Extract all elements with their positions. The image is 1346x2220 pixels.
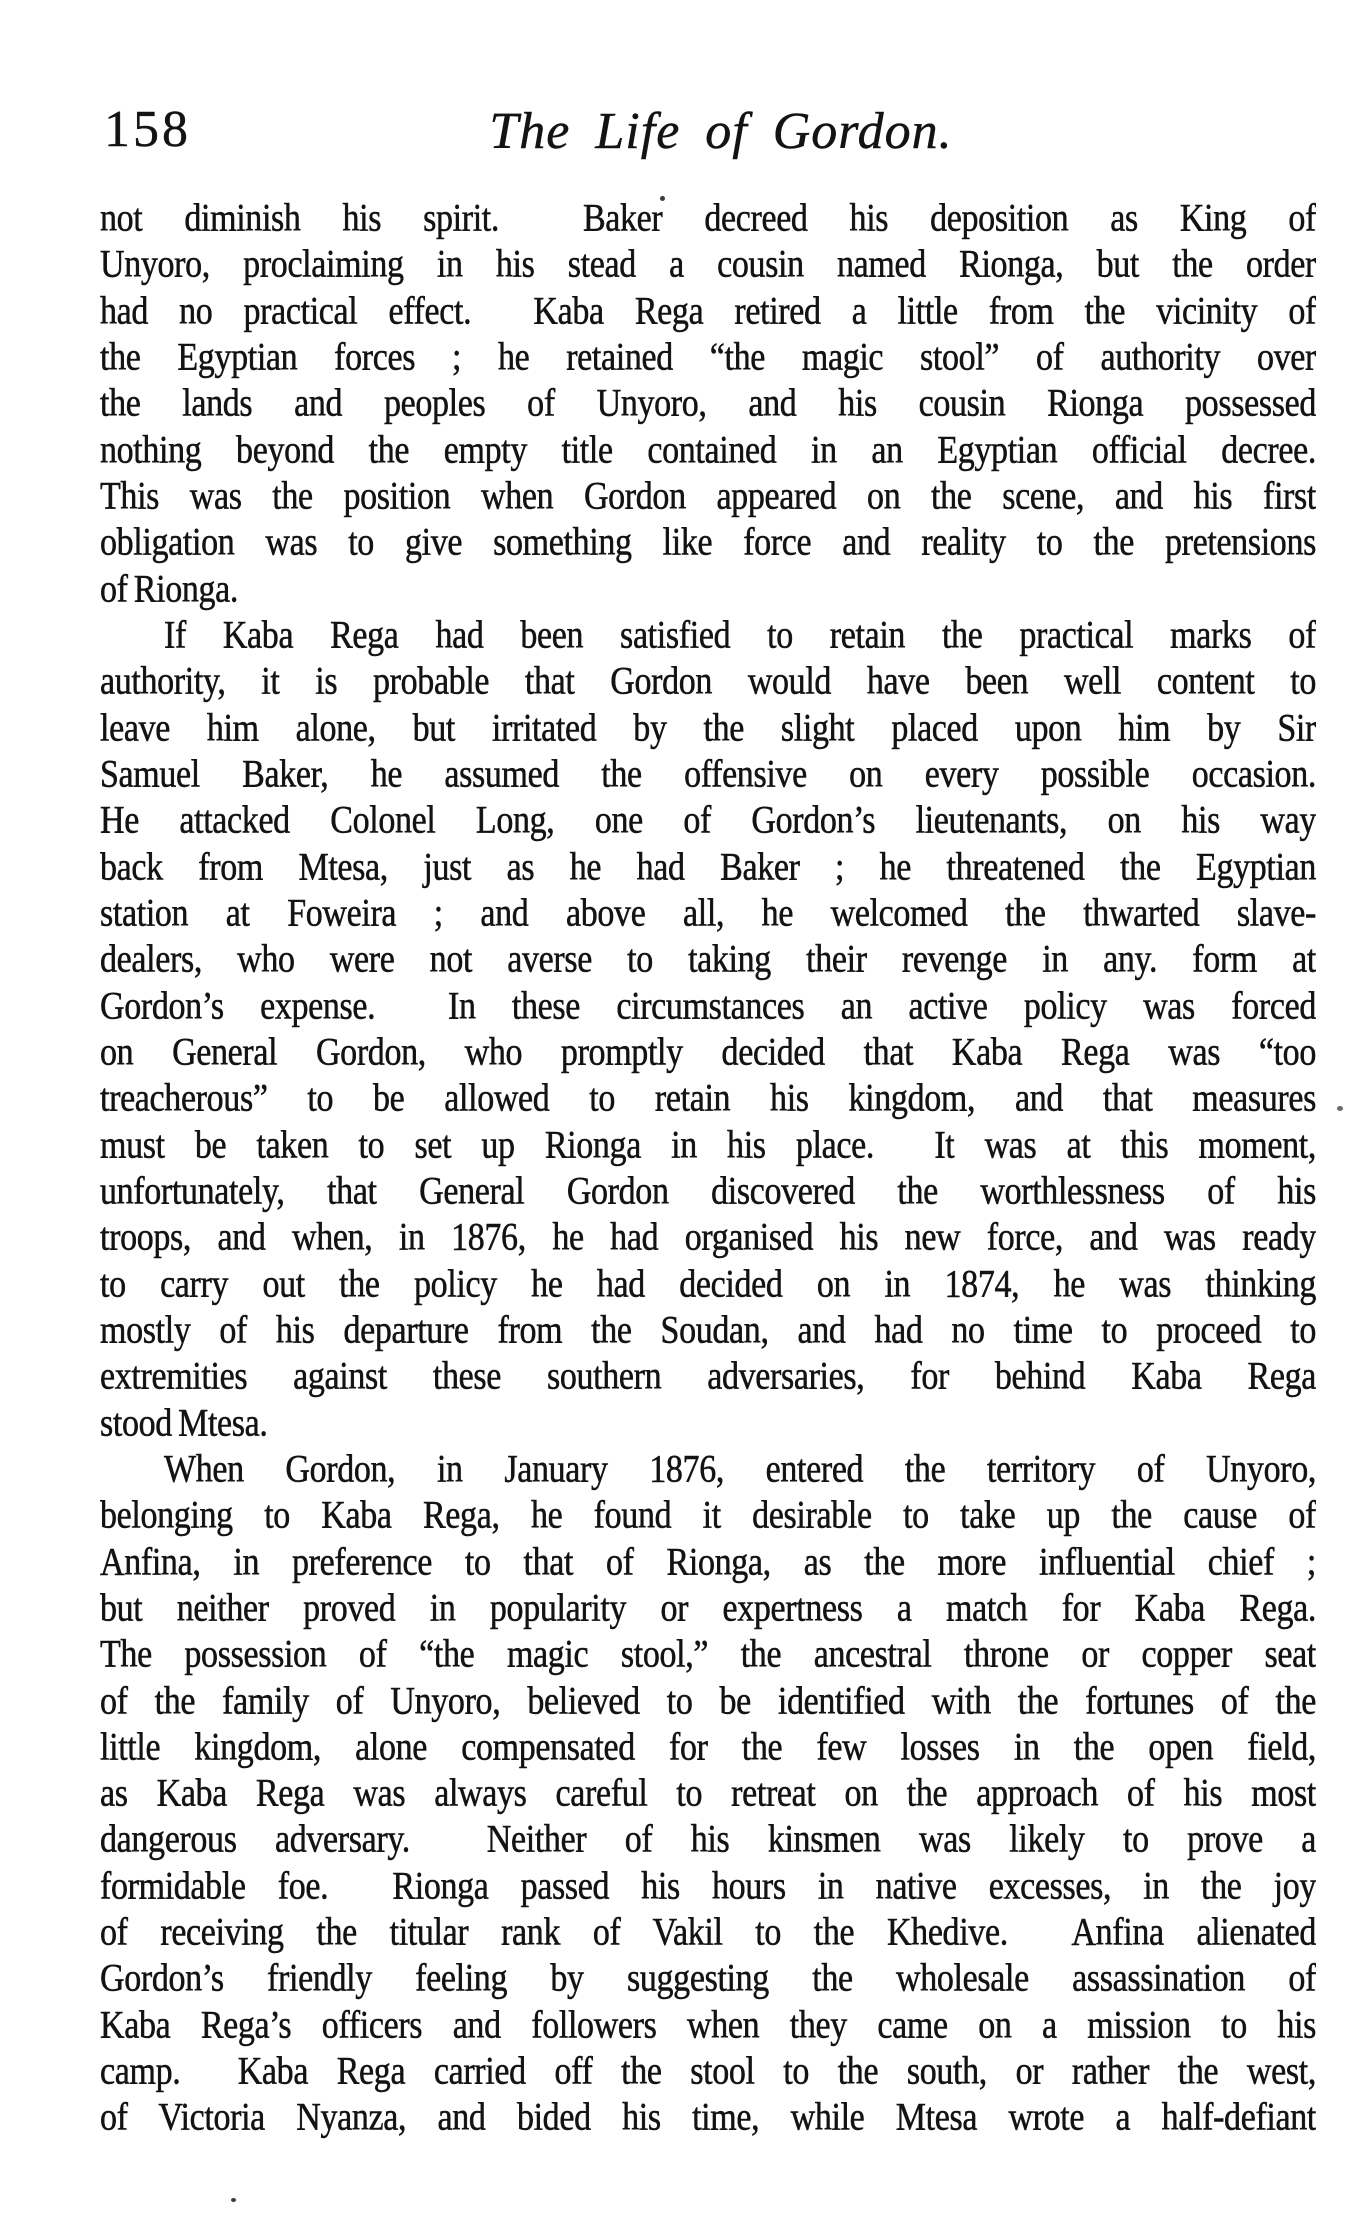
text-line: dealers, who were not averse to taking their revenge in any. form at bbox=[100, 938, 1316, 982]
text-line: formidable foe. Rionga passed his hours in native excesses, in the joy bbox=[100, 1864, 1316, 1908]
paragraph-2 bbox=[100, 613, 1316, 1447]
text-line: This was the position when Gordon appeared on the scene, and his first bbox=[100, 474, 1316, 518]
text-line: unfortunately, that General Gordon discovered the worthlessness of his bbox=[100, 1169, 1316, 1213]
body-text bbox=[100, 196, 1316, 2142]
text-line: back from Mtesa, just as he had Baker ; he threatened the Egyptian bbox=[100, 845, 1316, 889]
text-line: belonging to Kaba Rega, he found it desirable to take up the cause of bbox=[100, 1494, 1316, 1538]
text-line: The possession of “the magic stool,” the ancestral throne or copper seat bbox=[100, 1633, 1316, 1677]
text-line: Unyoro, proclaiming in his stead a cousin named Rionga, but the order bbox=[100, 243, 1316, 287]
text-line: must be taken to set up Rionga in his place. It was at this moment, bbox=[100, 1123, 1316, 1167]
text-line: Gordon’s expense. In these circumstances an active policy was forced bbox=[100, 984, 1316, 1028]
running-title: The Life of Gordon. bbox=[489, 103, 953, 160]
ink-speck bbox=[231, 2198, 236, 2202]
text-line: obligation was to give something like force and reality to the pretensions bbox=[100, 521, 1316, 565]
paragraph-1 bbox=[100, 196, 1316, 613]
text-line: to carry out the policy he had decided on in 1874, he was thinking bbox=[100, 1262, 1316, 1306]
page-number: 158 bbox=[104, 101, 191, 158]
text-line: He attacked Colonel Long, one of Gordon’s lieutenants, on his way bbox=[100, 799, 1316, 843]
text-line: troops, and when, in 1876, he had organised his new force, and was ready bbox=[100, 1216, 1316, 1260]
paragraph-3 bbox=[100, 1447, 1316, 2142]
text-line: on General Gordon, who promptly decided that Kaba Rega was “too bbox=[100, 1030, 1316, 1074]
text-line: the Egyptian forces ; he retained “the magic stool” of authority over bbox=[100, 335, 1316, 379]
text-line: If Kaba Rega had been satisfied to retain the practical marks of bbox=[164, 613, 1316, 657]
text-line: Samuel Baker, he assumed the offensive on every possible occasion. bbox=[100, 752, 1316, 796]
text-line: Gordon’s friendly feeling by suggesting the wholesale assassination of bbox=[100, 1957, 1316, 2001]
text-line: Kaba Rega’s officers and followers when they came on a mission to his bbox=[100, 2003, 1316, 2047]
text-line: dangerous adversary. Neither of his kinsmen was likely to prove a bbox=[100, 1818, 1316, 1862]
text-line: the lands and peoples of Unyoro, and his cousin Rionga possessed bbox=[100, 382, 1316, 426]
text-line: had no practical effect. Kaba Rega retired a little from the vicinity of bbox=[100, 289, 1316, 333]
ink-speck bbox=[1337, 1106, 1343, 1111]
text-line: camp. Kaba Rega carried off the stool to the south, or rather the west, bbox=[100, 2050, 1316, 2093]
text-line: nothing beyond the empty title contained in an Egyptian official decree. bbox=[100, 428, 1316, 472]
text-line: mostly of his departure from the Soudan, and had no time to proceed to bbox=[100, 1308, 1316, 1352]
page-header bbox=[100, 96, 1316, 180]
text-line: little kingdom, alone compensated for the few losses in the open field, bbox=[100, 1725, 1316, 1769]
text-line: extremities against these southern adversaries, for behind Kaba Rega bbox=[100, 1355, 1316, 1399]
text-line: not diminish his spirit. Baker decreed his deposition as King of bbox=[100, 196, 1316, 240]
text-line: leave him alone, but irritated by the slight placed upon him by Sir bbox=[100, 706, 1316, 750]
text-line: of Victoria Nyanza, and bided his time, while Mtesa wrote a half-defiant bbox=[100, 2096, 1316, 2140]
text-line: When Gordon, in January 1876, entered the territory of Unyoro, bbox=[164, 1447, 1316, 1491]
text-line: stood Mtesa. bbox=[100, 1401, 268, 1445]
text-line: of the family of Unyoro, believed to be identified with the fortunes of the bbox=[100, 1679, 1316, 1723]
text-line: of receiving the titular rank of Vakil to the Khedive. Anfina alienated bbox=[100, 1911, 1316, 1954]
text-line: as Kaba Rega was always careful to retreat on the approach of his most bbox=[100, 1772, 1316, 1816]
text-line: treacherous” to be allowed to retain his kingdom, and that measures bbox=[100, 1077, 1316, 1121]
text-line: but neither proved in popularity or expertness a match for Kaba Rega. bbox=[100, 1586, 1316, 1630]
text-line: Anfina, in preference to that of Rionga, as the more influential chief ; bbox=[100, 1540, 1316, 1584]
text-line: station at Foweira ; and above all, he welcomed the thwarted slave- bbox=[100, 891, 1316, 935]
text-line: authority, it is probable that Gordon would have been well content to bbox=[100, 660, 1316, 704]
text-line: of Rionga. bbox=[100, 567, 239, 611]
